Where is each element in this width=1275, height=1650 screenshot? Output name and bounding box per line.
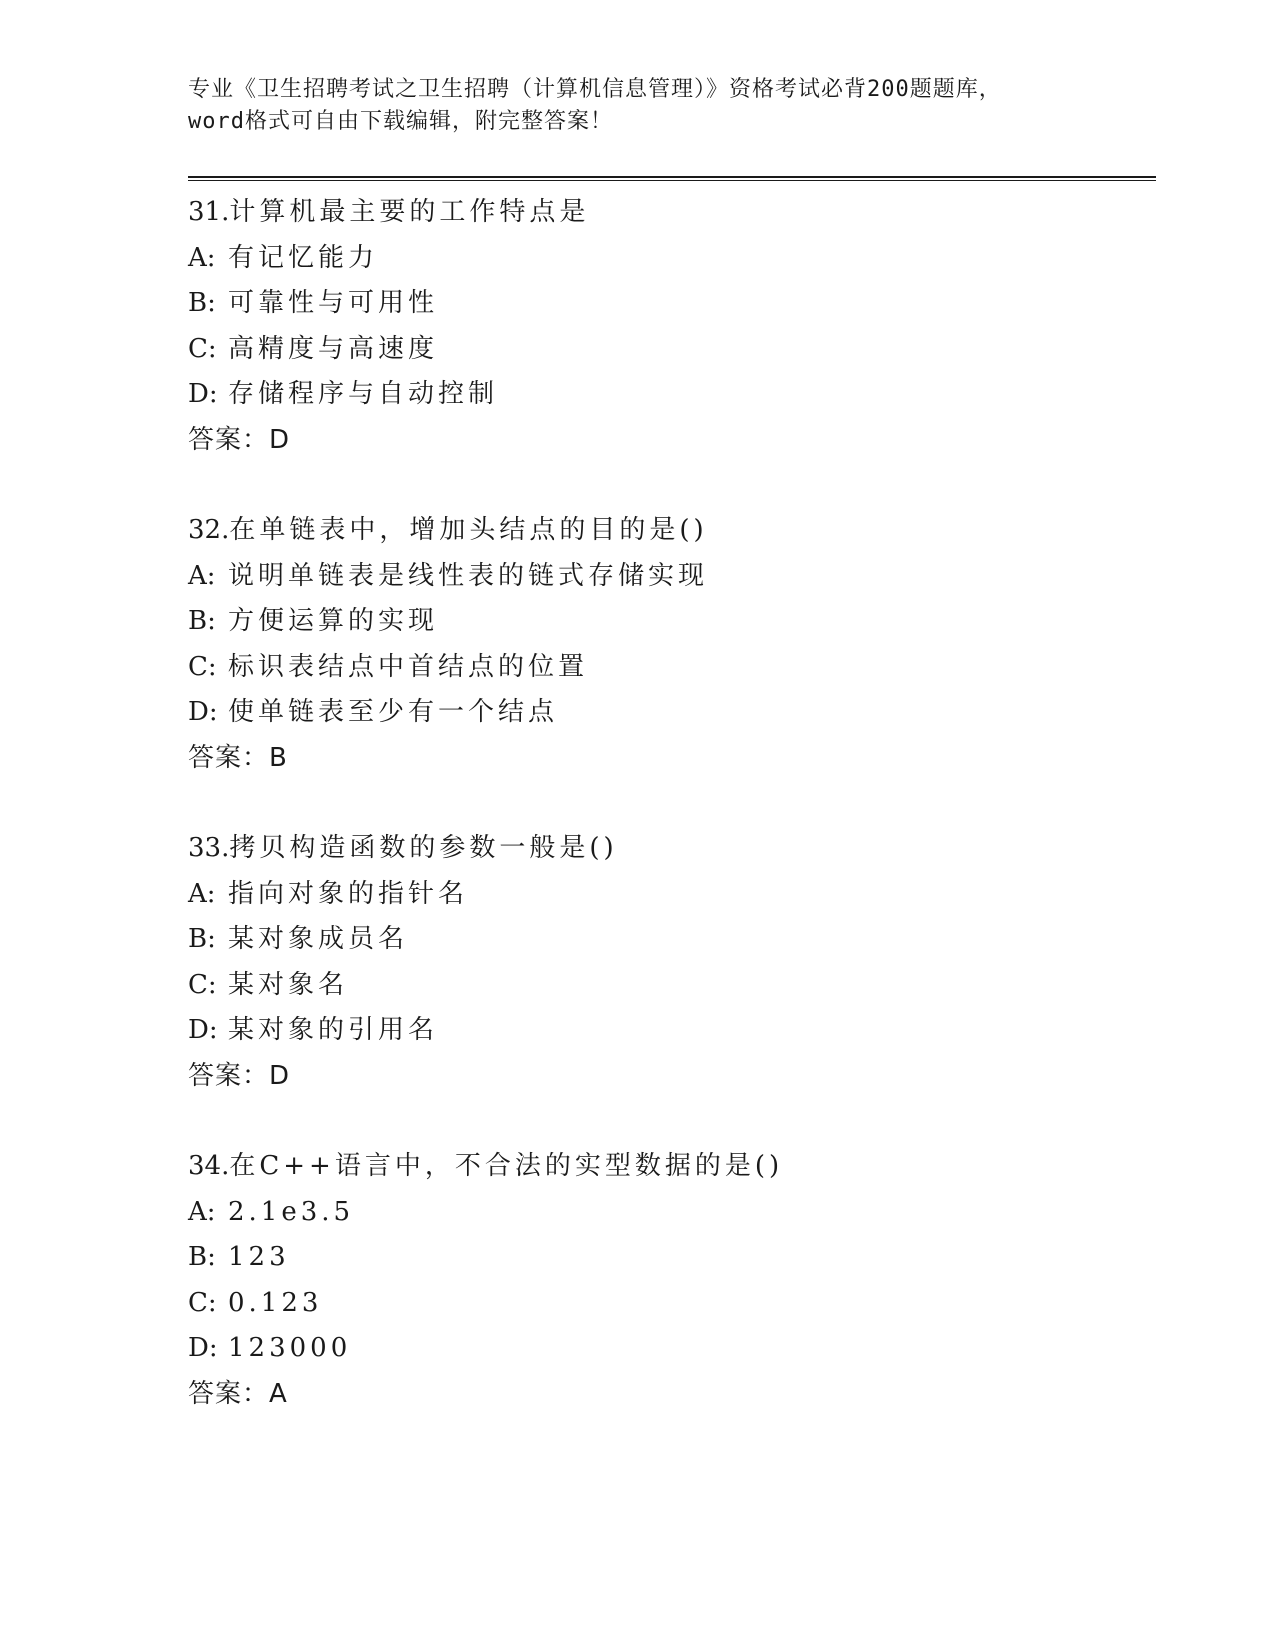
question-number: 34. [188, 1151, 230, 1181]
option-text: 某对象的引用名 [228, 1015, 439, 1045]
question-text: 在C++语言中，不合法的实型数据的是() [229, 1151, 784, 1181]
question-text: 在单链表中，增加头结点的目的是() [229, 515, 708, 545]
document-header [188, 74, 1148, 138]
option-text: 说明单链表是线性表的链式存储实现 [228, 560, 709, 591]
option-text: 方便运算的实现 [228, 606, 439, 636]
option-label: B: [188, 924, 216, 954]
answer-key: 答案：D [188, 1060, 291, 1091]
option-label: C: [188, 969, 217, 1000]
answer-key: 答案：B [188, 742, 288, 773]
option-text: 某对象名 [228, 969, 349, 1000]
option-text: 0.123 [228, 1287, 323, 1318]
option-a [188, 236, 1148, 282]
option-text: 标识表结点中首结点的位置 [228, 651, 589, 682]
option-d [188, 372, 1148, 418]
option-b [188, 281, 1148, 327]
option-b [188, 1235, 1148, 1281]
option-d [188, 1008, 1148, 1054]
question-number: 33. [188, 833, 230, 863]
option-a [188, 554, 1148, 600]
option-b [188, 917, 1148, 963]
option-label: C: [188, 333, 217, 364]
option-text: 某对象成员名 [228, 924, 409, 954]
option-d [188, 1326, 1148, 1372]
question-list [188, 190, 1148, 1462]
option-text: 有记忆能力 [228, 242, 379, 273]
option-label: A: [188, 242, 216, 273]
option-a [188, 872, 1148, 918]
option-text: 使单链表至少有一个结点 [228, 697, 559, 727]
question-stem [188, 190, 1148, 236]
option-label: C: [188, 1287, 217, 1318]
option-text: 可靠性与可用性 [228, 288, 439, 318]
option-label: B: [188, 606, 216, 636]
question-32 [188, 508, 1148, 781]
option-text: 高精度与高速度 [228, 333, 439, 364]
question-stem [188, 826, 1148, 872]
question-number: 31. [188, 197, 230, 227]
question-33 [188, 826, 1148, 1099]
question-text: 计算机最主要的工作特点是 [229, 197, 590, 227]
option-d [188, 690, 1148, 736]
option-label: D: [188, 697, 218, 727]
option-label: C: [188, 651, 217, 682]
answer-key: 答案：A [188, 1378, 288, 1409]
option-text: 存储程序与自动控制 [228, 379, 499, 409]
header-title-line-1: 专业《卫生招聘考试之卫生招聘（计算机信息管理）》资格考试必背200题题库， [188, 77, 1002, 102]
question-34 [188, 1144, 1148, 1417]
option-label: B: [188, 288, 216, 318]
option-c [188, 645, 1148, 691]
header-divider [188, 176, 1156, 181]
question-stem [188, 508, 1148, 554]
option-c [188, 963, 1148, 1009]
option-label: D: [188, 379, 218, 409]
question-number: 32. [188, 515, 230, 545]
option-c [188, 327, 1148, 373]
option-label: A: [188, 878, 216, 909]
option-text: 123 [228, 1242, 290, 1272]
question-31 [188, 190, 1148, 463]
question-text: 拷贝构造函数的参数一般是() [229, 833, 618, 863]
question-stem [188, 1144, 1148, 1190]
option-label: D: [188, 1015, 218, 1045]
option-label: D: [188, 1333, 218, 1363]
option-label: A: [188, 1196, 216, 1227]
option-text: 123000 [228, 1333, 352, 1363]
option-label: B: [188, 1242, 216, 1272]
option-text: 2.1e3.5 [228, 1196, 355, 1227]
option-b [188, 599, 1148, 645]
answer-key: 答案：D [188, 424, 291, 455]
header-title-line-2: word格式可自由下载编辑，附完整答案！ [188, 109, 613, 134]
option-label: A: [188, 560, 216, 591]
option-text: 指向对象的指针名 [228, 878, 469, 909]
option-c [188, 1281, 1148, 1327]
option-a [188, 1190, 1148, 1236]
